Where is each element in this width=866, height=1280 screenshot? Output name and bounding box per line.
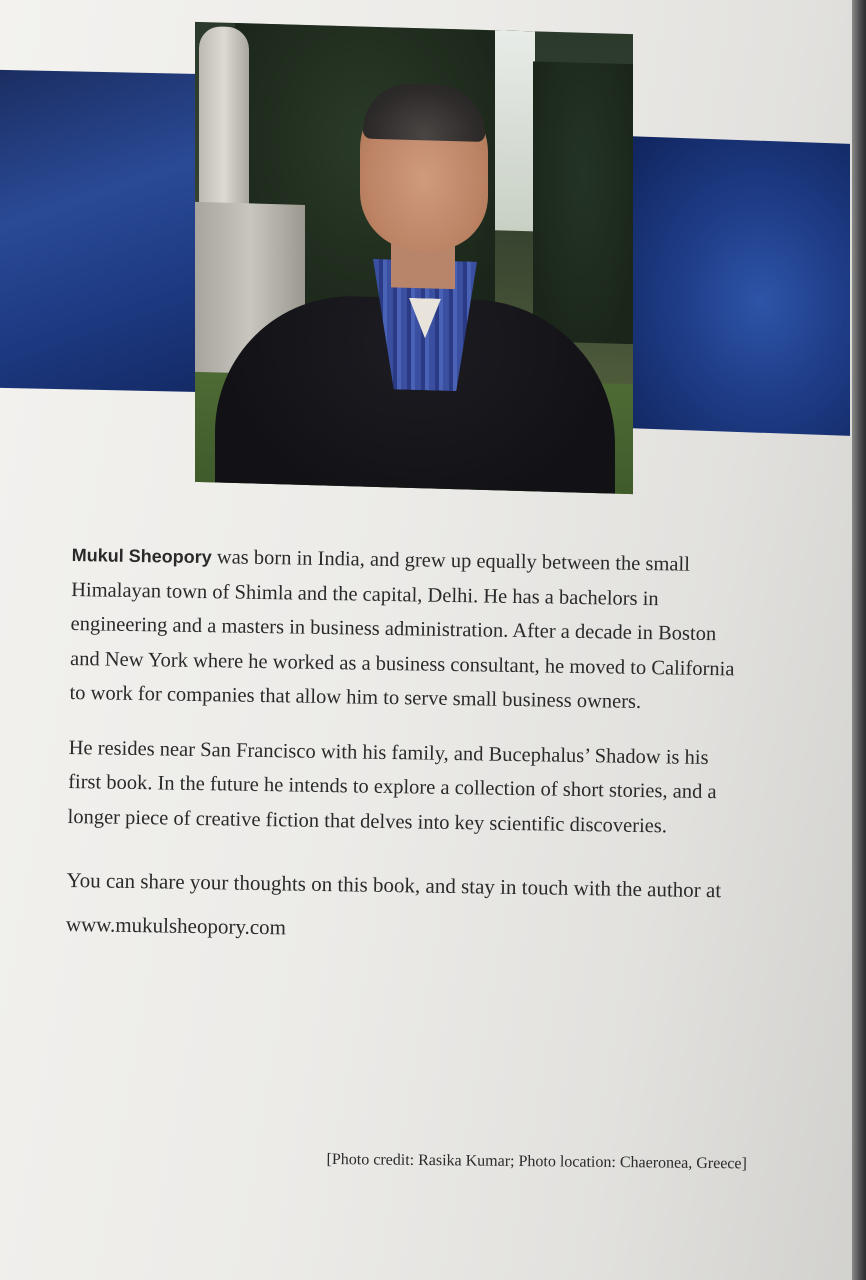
author-bio	[66, 538, 742, 956]
author-name: Mukul Sheopory	[71, 544, 212, 568]
photo-tree-right	[533, 61, 633, 344]
photo-lion-statue	[199, 26, 249, 207]
bio-paragraph-1-text: was born in India, and grew up equally between the small Himalayan town of Shimla and the capital, Delhi. He has a bachelors in engineering and a masters in business administration. After a decade in Boston and New York where he worked as a business consultant, he moved to California to work for companies that allow him to serve small business owners.	[69, 546, 735, 713]
bio-paragraph-2: He resides near San Francisco with his family, and Bucephalus’ Shadow is his first book. In the future he intends to explore a collection of short stories, and a longer piece of creative fiction that delves into key scientific discoveries.	[67, 736, 717, 837]
author-photo	[195, 22, 633, 494]
decorative-blue-band-right	[628, 136, 850, 436]
bio-paragraph-3: You can share your thoughts on this book, and stay in touch with the author at www.mukulsheopory.com	[65, 867, 722, 940]
decorative-blue-band-left	[0, 70, 205, 392]
photo-credit: [Photo credit: Rasika Kumar; Photo location: Chaeronea, Greece]	[326, 1150, 747, 1173]
page-edge-shadow	[852, 0, 866, 1280]
bio-paragraph-1	[69, 538, 742, 721]
